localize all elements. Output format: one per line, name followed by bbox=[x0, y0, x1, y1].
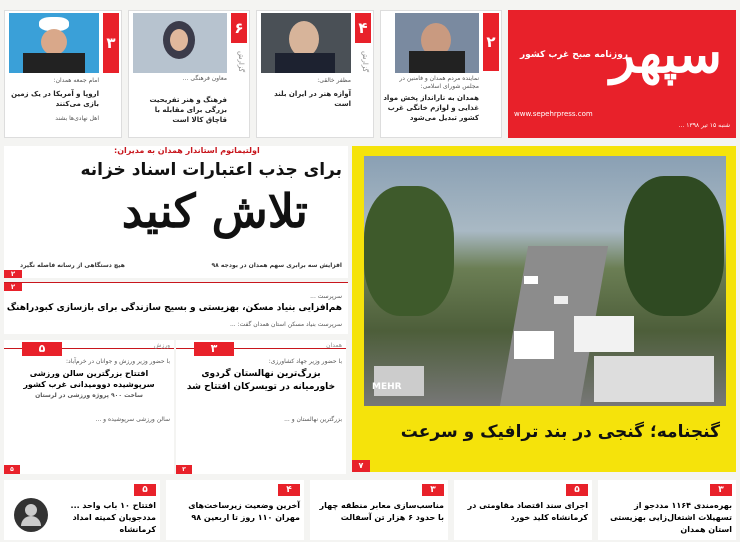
teaser-sub: اهل نهادی‌ها بشند bbox=[55, 115, 99, 122]
teaser-page-number: ۶ bbox=[231, 13, 247, 43]
bottom-item-5[interactable] bbox=[4, 480, 160, 540]
bottom-page-number: ۵ bbox=[566, 484, 588, 496]
teaser-headline: همدان به نارانداز پخش مواد غذایی و لوازم خانگی غرب کشور تبدیل می‌شود bbox=[383, 94, 479, 122]
photo-story-page-number: ۷ bbox=[352, 460, 370, 472]
bottom-item-4[interactable] bbox=[166, 480, 304, 540]
bottom-headline: مناسب‌سازی معابر منطقه چهار با حدود ۶ هزار تن آسفالت bbox=[319, 501, 444, 522]
teaser-page-number: ۳ bbox=[103, 13, 119, 73]
story-body: سالن ورزشی سرپوشیده و ... bbox=[95, 416, 170, 423]
section-number: ۵ bbox=[22, 342, 62, 356]
story-kicker: سرپرست ... bbox=[310, 293, 342, 300]
teaser-headline: فرهنگ و هنر تفریحیت بزرگی برای مقابله با قاچاق کالا است bbox=[149, 96, 227, 124]
teaser-section: گزارش bbox=[237, 51, 245, 73]
photo-credit: MEHR bbox=[372, 382, 402, 392]
teaser-section: گزارش bbox=[361, 51, 369, 73]
masthead-tagline: روزنامه صبح غرب کشور bbox=[520, 50, 629, 60]
lead-title-line1: برای جذب اعتبارات اسناد خزانه bbox=[80, 160, 342, 180]
section-number: ۳ bbox=[194, 342, 234, 356]
bottom-page-number: ۴ bbox=[278, 484, 300, 496]
teaser-photo bbox=[133, 13, 227, 73]
traffic-photo bbox=[364, 156, 726, 406]
teaser-photo bbox=[261, 13, 351, 73]
teaser-photo bbox=[395, 13, 479, 73]
teaser-page-number: ۴ bbox=[355, 13, 371, 43]
story-page-label: ۵ bbox=[4, 465, 20, 474]
masthead-dateline: شنبه ۱۵ تیر ۱۳۹۸ ... bbox=[678, 122, 730, 129]
masthead-url[interactable]: www.sepehrpress.com bbox=[514, 110, 593, 118]
top-teaser-3[interactable] bbox=[128, 10, 250, 138]
instagram-badge[interactable] bbox=[14, 498, 48, 532]
bottom-headline: اجرای سند اقتصاد مقاومتی در کرمانشاه کلید خورد bbox=[467, 501, 588, 522]
photo-story-headline: گنجنامه؛ گنجی در بند ترافیک و سرعت bbox=[400, 422, 720, 442]
bottom-item-1[interactable] bbox=[598, 480, 736, 540]
story-page-label: ۳ bbox=[176, 465, 192, 474]
story-headline: افتتاح بزرگترین سالن ورزشی سرپوشیده دوومیدانی غرب کشور bbox=[23, 369, 155, 389]
story-page-number: ۲ bbox=[4, 283, 22, 291]
story-kicker: با حضور وزیر جهاد کشاورزی: bbox=[268, 358, 342, 365]
bottom-page-number: ۳ bbox=[422, 484, 444, 496]
story-kicker: با حضور وزیر ورزش و جوانان در خرم‌آباد: bbox=[66, 358, 170, 365]
story-body: سرپرست بنیاد مسکن استان همدان گفت: ... bbox=[229, 321, 342, 328]
lead-page-number: ۲ bbox=[4, 270, 22, 278]
lead-subtitle-2: هیچ دستگاهی از رسانه فاصله نگیرد bbox=[20, 262, 125, 269]
story-sub: ساخت ۹۰۰ پروژه ورزشی در لرستان bbox=[35, 392, 143, 399]
teaser-page-number: ۲ bbox=[483, 13, 499, 71]
teaser-headline: اروپا و آمریکا در یک زمین بازی می‌کنند bbox=[11, 90, 99, 108]
bottom-headline: آخرین وضعیت زیرساخت‌های مهران ۱۱۰ روز تا اربعین ۹۸ bbox=[188, 501, 300, 522]
story-hamadan[interactable] bbox=[176, 340, 346, 474]
top-teaser-2[interactable] bbox=[256, 10, 374, 138]
bottom-item-3[interactable] bbox=[310, 480, 448, 540]
lead-story[interactable] bbox=[4, 146, 348, 278]
lead-title-line2: تلاش کنید bbox=[121, 184, 308, 238]
lead-kicker: اولتیماتوم استاندار همدان به مدیران: bbox=[114, 146, 260, 155]
user-icon bbox=[25, 504, 37, 516]
teaser-kicker: نماینده مردم همدان و فامنین در مجلس شورای اسلامی: bbox=[399, 75, 479, 90]
teaser-headline: آوازه هنر در ایران بلند است bbox=[274, 90, 351, 108]
top-teaser-4[interactable] bbox=[4, 10, 122, 138]
photo-story[interactable] bbox=[352, 146, 736, 472]
bottom-page-number: ۵ bbox=[134, 484, 156, 496]
bottom-headline: افتتاح ۱۰ باب واحد ... مددجویان کمیته امداد کرمانشاه bbox=[70, 501, 156, 534]
story-housing[interactable] bbox=[4, 282, 348, 334]
bottom-page-number: ۳ bbox=[710, 484, 732, 496]
teaser-kicker: معاون فرهنگی ... bbox=[182, 75, 227, 82]
section-label: همدان bbox=[326, 342, 342, 349]
masthead bbox=[508, 10, 736, 138]
story-body: بزرگترین نهالستان و ... bbox=[284, 416, 342, 423]
bottom-item-2[interactable] bbox=[454, 480, 592, 540]
masthead-logo: سپهر bbox=[610, 24, 722, 85]
lead-subtitle: افزایش سه برابری سهم همدان در بودجه ۹۸ bbox=[211, 262, 342, 269]
story-headline: هم‌افزایی بنیاد مسکن، بهزیستی و بسیج سازندگی برای بازسازی کبودراهنگ bbox=[6, 303, 342, 313]
story-headline: بزرگ‌ترین نهالستان گردوی خاورمیانه در تویسرکان افتتاح شد bbox=[186, 369, 336, 392]
story-sport[interactable] bbox=[4, 340, 174, 474]
teaser-kicker: مظفر خالقی: bbox=[317, 77, 351, 84]
teaser-photo bbox=[9, 13, 99, 73]
bottom-headline: بهره‌مندی ۱۱۶۴ مددجو از تسهیلات اشتغال‌زایی بهزیستی استان همدان bbox=[610, 501, 732, 534]
section-label: ورزش bbox=[153, 342, 170, 349]
top-teaser-1[interactable] bbox=[380, 10, 502, 138]
teaser-kicker: امام جمعه همدان: bbox=[53, 77, 99, 84]
